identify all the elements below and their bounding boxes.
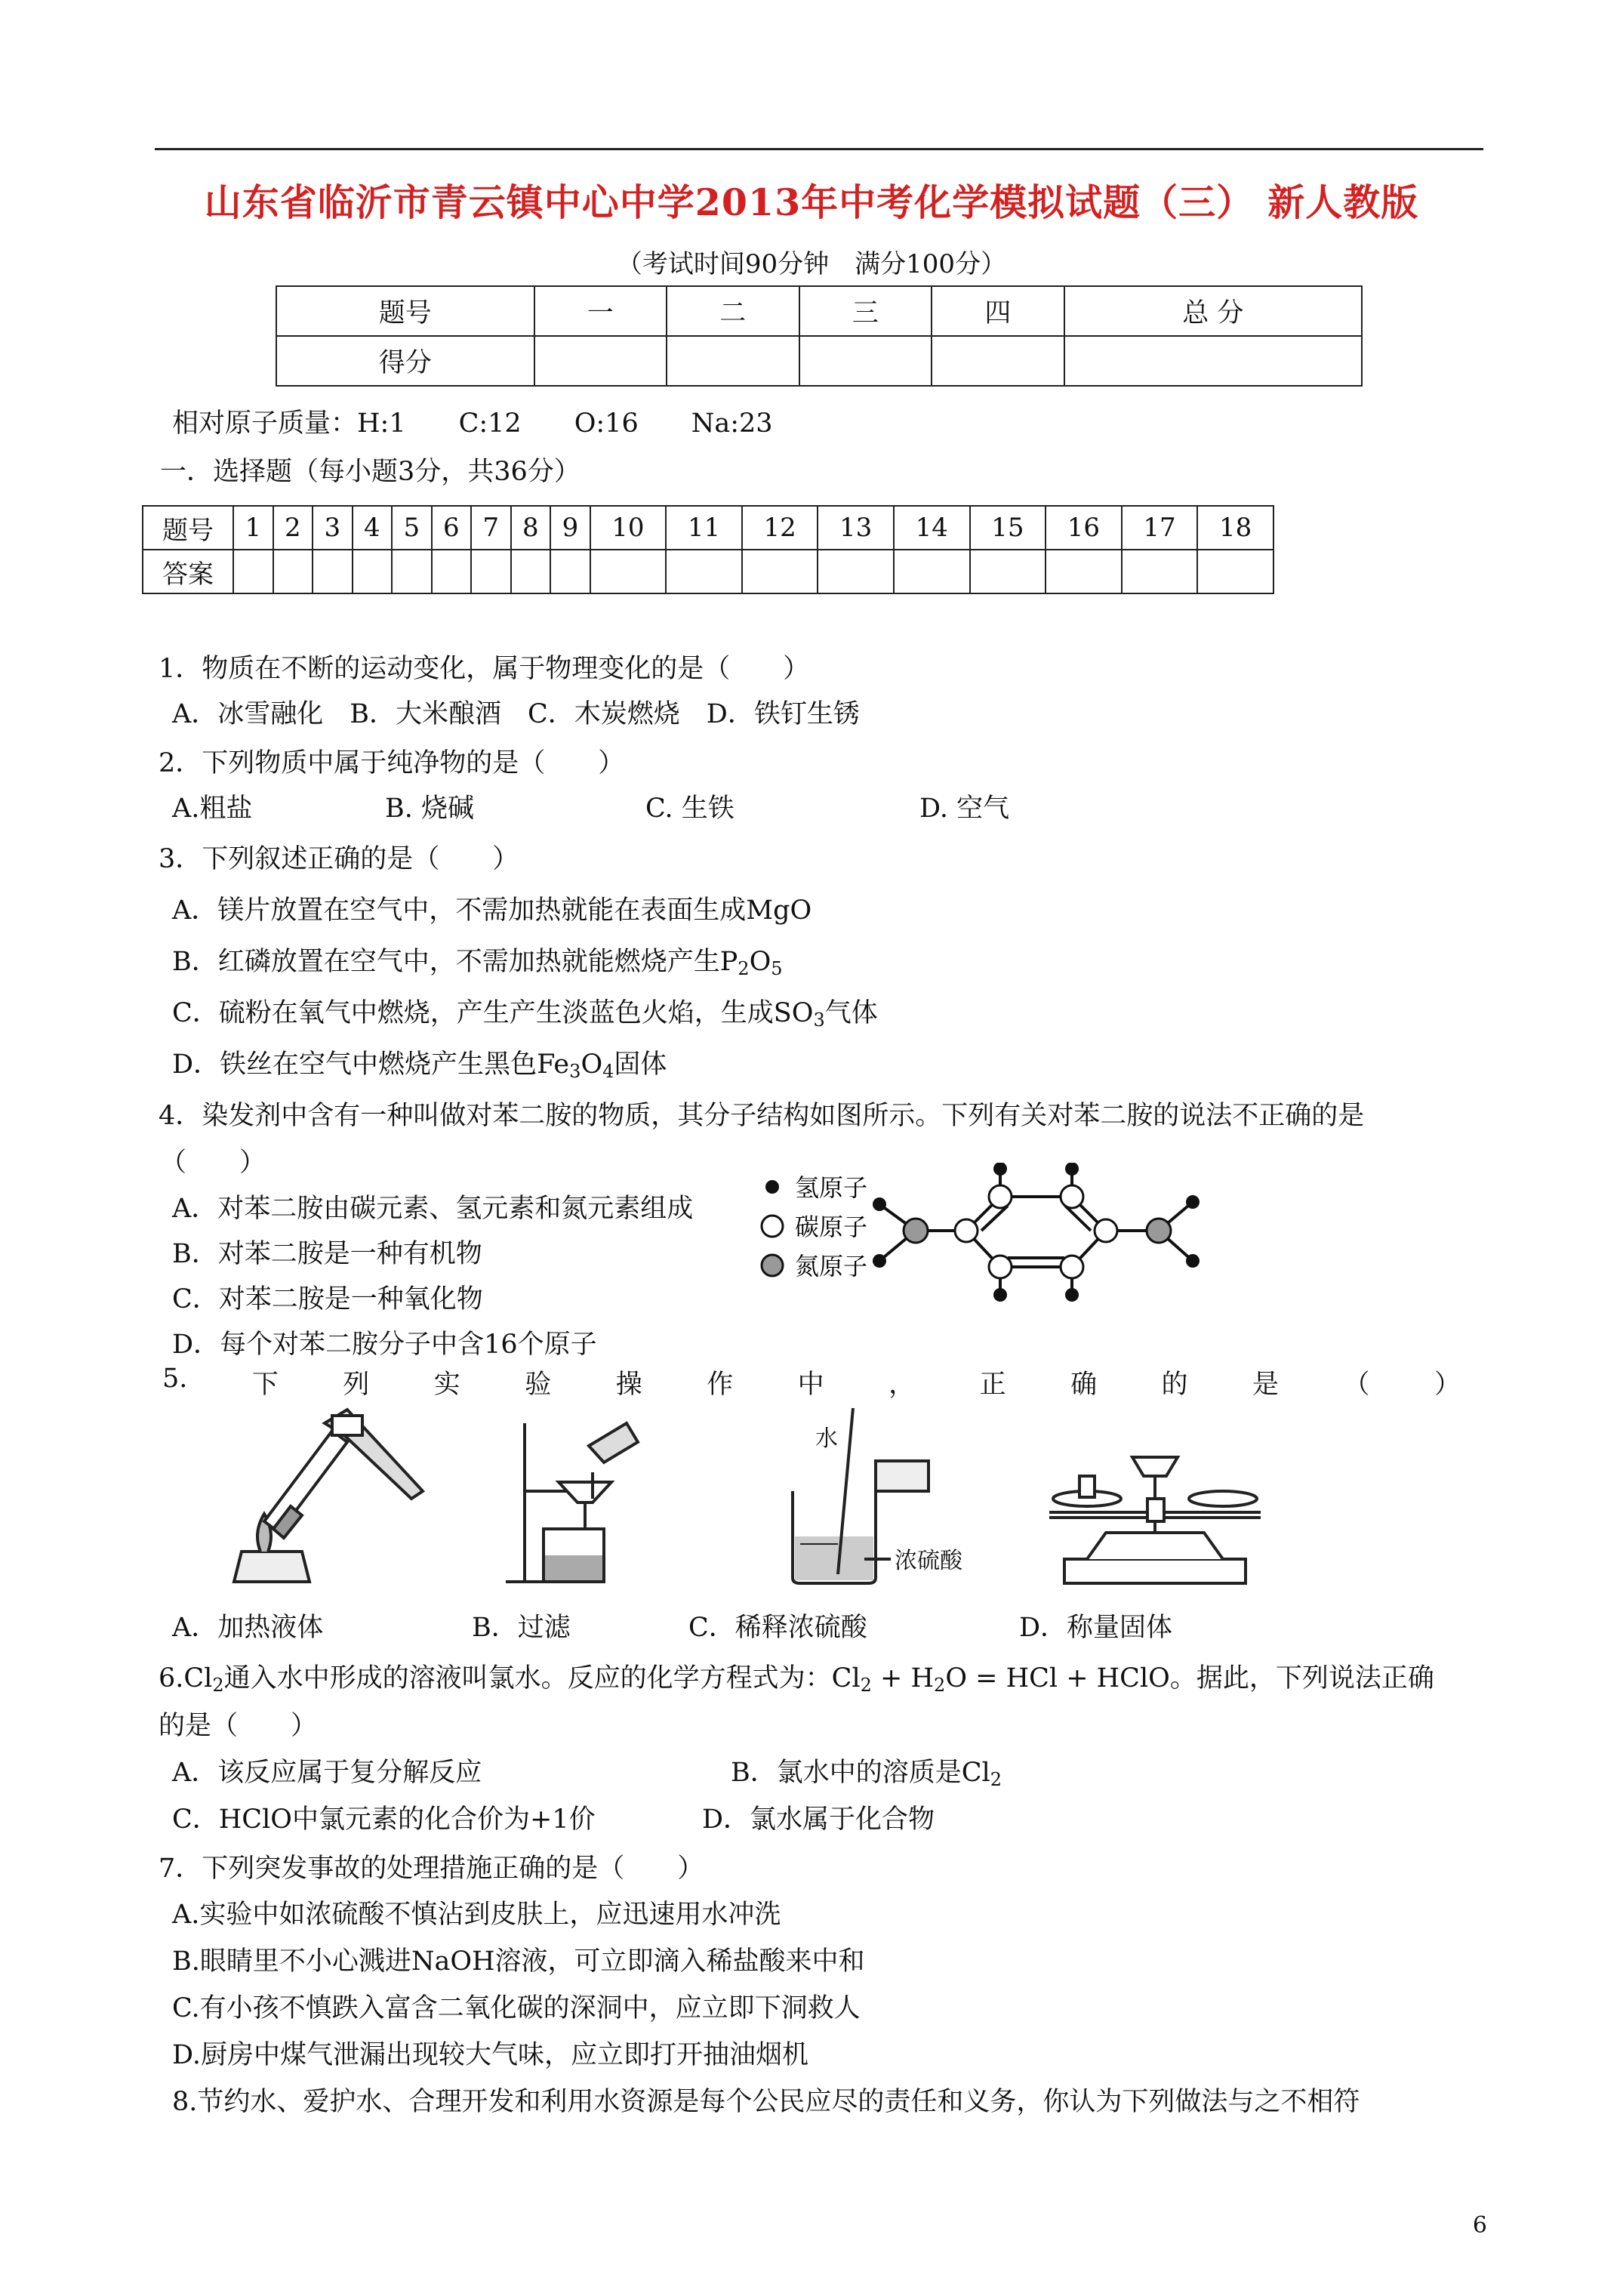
q5-option-c: C．稀释浓硫酸 [688,1613,867,1643]
heating-liquid-figure [234,1410,423,1582]
answer-cell[interactable] [1046,550,1122,593]
answer-cell[interactable] [353,550,393,593]
q2-option-b: B. 烧碱 [385,794,474,824]
score-header: 二 [667,286,799,336]
q6-stem: $6.Cl_2$通入水中形成的溶液叫氯水。反应的化学方程式为：$Cl_2 + H_2O$ = HCl + HClO。据此，下列说法正确 [159,1663,1434,1696]
q2-option-d: D. 空气 [919,794,1010,824]
answer-cell[interactable] [432,550,472,593]
q7-option-a: A.实验中如浓硫酸不慎沾到皮肤上，应迅速用水冲洗 [172,1900,781,1930]
score-header: 总 分 [1064,286,1362,336]
answer-cell[interactable] [392,550,432,593]
legend-hydrogen: 氢原子 [795,1174,868,1201]
question-number-cell: 9 [550,506,590,550]
legend-carbon: 碳原子 [795,1213,868,1240]
atomic-mass-line: 相对原子质量：H:1 C:12 O:16 Na:23 [172,408,773,439]
question-number-cell: 6 [432,506,472,550]
question-number-cell: 8 [511,506,551,550]
q1-options: A．冰雪融化 B．大米酿酒 C．木炭燃烧 D．铁钉生锈 [172,699,860,729]
carbon-legend-icon [762,1216,783,1237]
q6-stem-line2: 的是（ ） [159,1711,318,1741]
question-number-cell: 5 [392,506,432,550]
score-row-label: 得分 [276,336,534,386]
answer-cell[interactable] [970,550,1046,593]
q1-stem: 1．物质在不断的运动变化，属于物理变化的是（ ） [159,654,810,684]
score-header: 题号 [276,286,534,336]
water-label: 水 [815,1426,838,1451]
q2-option-a: A.粗盐 [172,794,253,824]
question-number-cell: 10 [590,506,667,550]
q6-option-a: A．该反应属于复分解反应 [172,1758,482,1788]
acid-label: 浓硫酸 [895,1549,962,1573]
section-heading: 一．选择题（每小题3分，共36分） [160,457,581,487]
question-number-cell: 3 [313,506,353,550]
q3-option-a: A．镁片放置在空气中，不需加热就能在表面生成MgO [172,895,812,926]
score-header: 一 [534,286,667,336]
answer-cell[interactable] [590,550,667,593]
q7-option-c: C.有小孩不慎跌入富含二氧化碳的深洞中，应立即下洞救人 [172,1993,861,2023]
question-number-cell: 15 [970,506,1046,550]
answer-table-label: 答案 [143,550,233,593]
q2-stem: 2．下列物质中属于纯净物的是（ ） [159,748,625,778]
q5-option-d: D．称量固体 [1019,1613,1173,1643]
answer-table-label: 题号 [143,506,233,550]
q4-stem: 4．染发剂中含有一种叫做对苯二胺的物质，其分子结构如图所示。下列有关对苯二胺的说法不正确的是 [159,1101,1365,1131]
score-cell[interactable] [1064,336,1362,386]
answer-cell[interactable] [894,550,970,593]
answer-cell[interactable] [313,550,353,593]
q7-stem: 7．下列突发事故的处理措施正确的是（ ） [159,1854,704,1884]
answer-cell[interactable] [511,550,551,593]
answer-cell[interactable] [471,550,511,593]
answer-cell[interactable] [273,550,313,593]
score-table [276,285,1363,387]
molecule-diagram [751,1163,1272,1306]
q6-option-d: D．氯水属于化合物 [702,1804,935,1835]
score-header: 三 [799,286,932,336]
q4-option-d: D．每个对苯二胺分子中含16个原子 [172,1330,597,1360]
score-cell[interactable] [932,336,1064,386]
legend-nitrogen: 氮原子 [795,1253,868,1280]
q8-stem: 8.节约水、爱护水、合理开发和利用水资源是每个公民应尽的责任和义务，你认为下列做法与之不相符 [172,2087,1360,2117]
q2-option-c: C. 生铁 [645,794,735,824]
q5-option-b: B．过滤 [472,1613,571,1643]
q5-stem: 5. 下 列 实 验 操 作 中 ， 正 确 的 是 （ ） [162,1364,1461,1400]
q3-option-b: B．红磷放置在空气中，不需加热就能燃烧产生$P_2O_5$ [172,947,783,979]
page-number: 6 [1472,2212,1487,2239]
question-number-cell: 12 [742,506,818,550]
question-number-cell: 14 [894,506,970,550]
q6-option-b: B．氯水中的溶质是$Cl_2$ [731,1758,1002,1790]
question-number-cell: 13 [818,506,894,550]
answer-cell[interactable] [550,550,590,593]
question-number-cell: 1 [233,506,273,550]
answer-cell[interactable] [818,550,894,593]
answer-cell[interactable] [1197,550,1273,593]
q3-option-d: D．铁丝在空气中燃烧产生黑色$Fe_3O_4$固体 [172,1049,667,1082]
answer-cell[interactable] [666,550,742,593]
q7-option-b: B.眼睛里不小心溅进NaOH溶液，可立即滴入稀盐酸来中和 [172,1946,865,1977]
molecule-legend [762,1174,867,1280]
q4-option-a: A．对苯二胺由碳元素、氢元素和氮元素组成 [172,1194,694,1224]
header-rule [155,148,1483,150]
answer-cell[interactable] [742,550,818,593]
hydrogen-legend-icon [765,1180,779,1194]
exam-info: （考试时间90分钟 满分100分） [616,249,1007,279]
lab-operations-figure [219,1401,1268,1589]
q4-paren: （ ） [160,1148,266,1178]
dilution-figure [793,1408,963,1583]
score-cell[interactable] [534,336,667,386]
score-cell[interactable] [799,336,932,386]
question-number-cell: 7 [471,506,511,550]
q6-option-c: C．HClO中氯元素的化合价为+1价 [172,1804,596,1835]
question-number-cell: 18 [1197,506,1273,550]
q7-option-d: D.厨房中煤气泄漏出现较大气味，应立即打开抽油烟机 [172,2040,808,2070]
q4-option-b: B．对苯二胺是一种有机物 [172,1239,482,1269]
question-number-cell: 17 [1122,506,1198,550]
molecule-atoms [873,1163,1200,1302]
q3-stem: 3．下列叙述正确的是（ ） [159,844,519,874]
question-number-cell: 4 [353,506,393,550]
score-cell[interactable] [667,336,799,386]
q4-option-c: C．对苯二胺是一种氧化物 [172,1284,483,1314]
question-number-cell: 2 [273,506,313,550]
score-header: 四 [932,286,1064,336]
q5-option-a: A．加热液体 [172,1613,324,1643]
q3-option-c: C．硫粉在氧气中燃烧，产生产生淡蓝色火焰，生成$SO_3$气体 [172,998,878,1031]
filtration-figure [506,1423,638,1582]
answer-cell[interactable] [233,550,273,593]
question-number-cell: 16 [1046,506,1122,550]
answer-table [142,505,1274,594]
answer-cell[interactable] [1122,550,1198,593]
page-title: 山东省临沂市青云镇中心中学2013年中考化学模拟试题（三） 新人教版 [204,180,1419,224]
nitrogen-legend-icon [762,1255,783,1276]
balance-figure [1049,1457,1261,1583]
question-number-cell: 11 [666,506,742,550]
